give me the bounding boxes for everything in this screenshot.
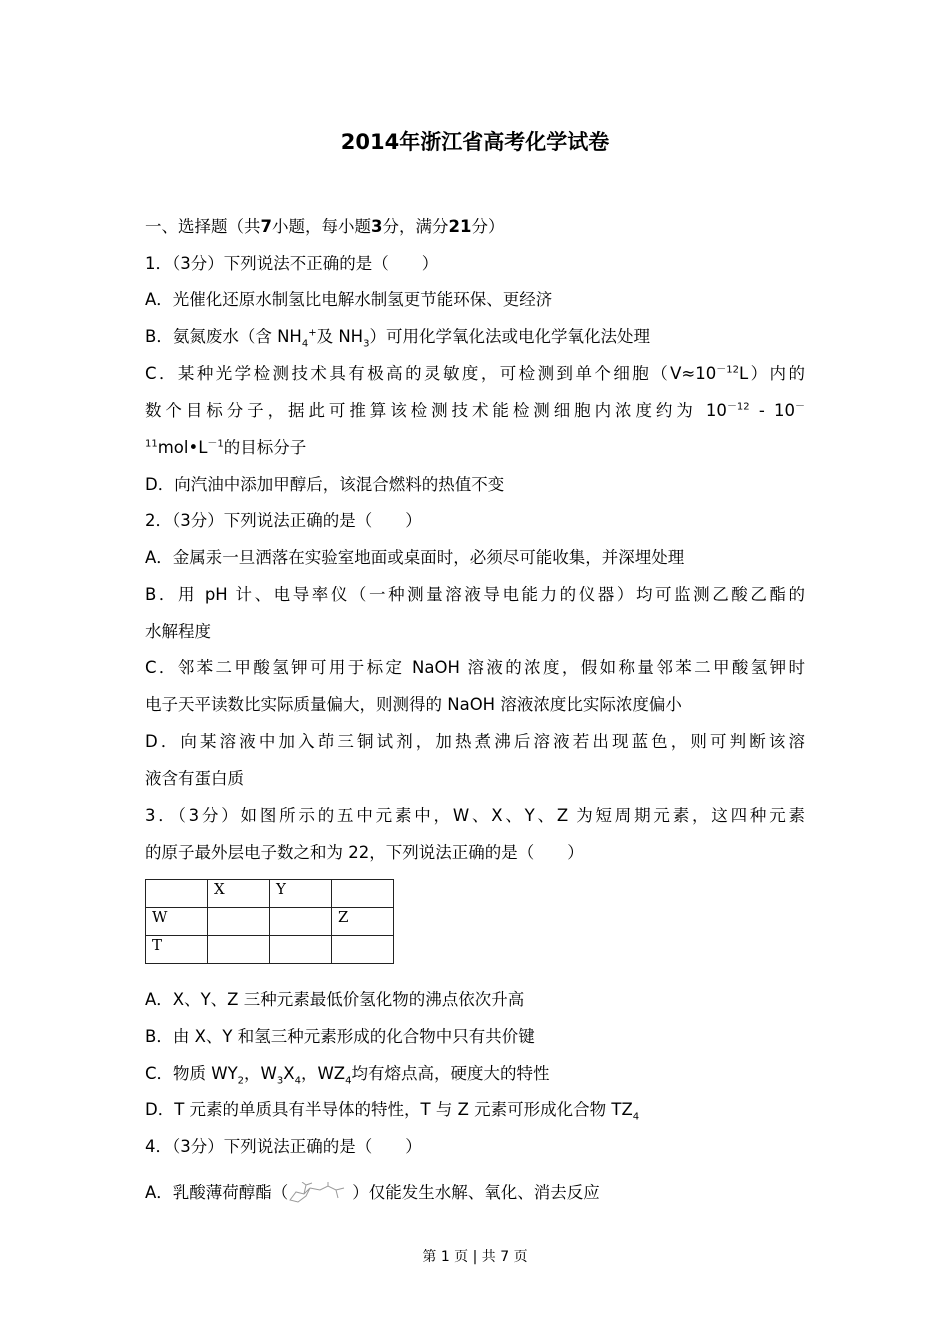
text-line [145,436,306,460]
text-segment: ）仅能发生水解、氧化、消去反应 [352,1183,600,1202]
text-segment: 2．（3分）下列说法正确的是（ ） [145,511,422,530]
text-line [145,656,805,680]
text-segment: C．物质 WY [145,1064,238,1083]
text-segment: B．氨氮废水（含 NH [145,327,302,346]
text-segment: ，WZ [300,1064,346,1083]
text-segment: 11 [145,438,158,450]
text-segment: mol•L [157,438,208,457]
text-segment: 水解程度 [145,622,211,641]
page-footer: 第 1 页 | 共 7 页 [422,1249,528,1265]
table-cell: Y [270,880,332,908]
text-line [145,804,805,828]
text-line [145,399,805,423]
text-segment: 7 [260,217,272,236]
text-segment: 2 [237,1075,245,1087]
table-row [146,908,394,936]
text-segment: D．T 元素的单质具有半导体的特性，T 与 Z 元素可形成化合物 TZ [145,1100,633,1119]
text-segment: 分，满分 [382,217,449,236]
text-segment: 4．（3分）下列说法正确的是（ ） [145,1137,422,1156]
text-line [145,546,684,570]
text-line [145,362,805,386]
text-segment: A．光催化还原水制氢比电解水制氢更节能环保、更经济 [145,290,553,309]
text-segment: ）可用化学氧化法或电化学氧化法处理 [369,327,650,346]
text-line [145,767,244,791]
text-segment: + [308,327,317,339]
text-segment: －12 [716,364,739,376]
text-segment: 3 [370,217,383,236]
text-segment: 数个目标分子，据此可推算该检测技术能检测细胞内浓度约为 10 [145,401,727,420]
table-cell: Z [332,908,394,936]
table-row [146,936,394,964]
table-cell [146,880,208,908]
text-line [145,288,552,312]
text-segment: D．向某溶液中加入茚三铜试剂，加热煮沸后溶液若出现蓝色，则可判断该溶 [145,732,805,751]
text-line [145,1135,422,1159]
table-cell: W [146,908,208,936]
text-line [145,693,682,717]
table-cell [208,908,270,936]
text-segment: 小题，每小题 [271,217,371,236]
text-line [145,215,504,239]
table-cell: T [146,936,208,964]
text-segment: A．乳酸薄荷醇酯（ [145,1183,289,1202]
table-cell [208,936,270,964]
text-segment: 4 [345,1075,352,1087]
menthyl-lactate-structure-image [288,1182,352,1206]
text-line [145,1181,600,1206]
text-segment: A．金属汞一旦洒落在实验室地面或桌面时，必须尽可能收集，并深埋处理 [145,548,685,567]
text-line [145,841,584,865]
text-segment: A．X、Y、Z 三种元素最低价氢化物的沸点依次升高 [145,990,525,1009]
text-line [145,730,805,754]
text-line [145,583,805,607]
text-segment: 4 [294,1075,301,1087]
text-line [145,509,422,533]
table-cell [332,936,394,964]
text-line [145,473,504,497]
text-segment: - 10 [749,401,795,420]
text-segment: 3 [276,1075,284,1087]
table-cell [332,880,394,908]
text-segment: 分） [471,217,505,236]
text-segment: B．用 pH 计、电导率仪（一种测量溶液导电能力的仪器）均可监测乙酸乙酯的 [145,585,805,604]
table-cell [270,936,332,964]
text-segment: B．由 X、Y 和氢三种元素形成的化合物中只有共价键 [145,1027,535,1046]
page-title: 2014年浙江省高考化学试卷 [340,130,610,154]
text-segment: 21 [448,217,472,236]
text-segment: D．向汽油中添加甲醇后，该混合燃料的热值不变 [145,475,505,494]
text-segment: C．邻苯二甲酸氢钾可用于标定 NaOH 溶液的浓度，假如称量邻苯二甲酸氢钾时 [145,658,805,677]
text-line [145,1062,549,1086]
text-line [145,1025,535,1049]
text-segment: 1．（3分）下列说法不正确的是（ ） [145,254,439,273]
text-segment: C．某种光学检测技术具有极高的灵敏度，可检测到单个细胞（V≈10 [145,364,717,383]
text-segment: X [283,1064,295,1083]
text-line [145,325,650,349]
text-segment: －1 [207,438,224,450]
table-cell [270,908,332,936]
text-segment: 液含有蛋白质 [145,769,244,788]
text-line [145,252,438,276]
text-line [145,620,211,644]
text-line [145,1098,639,1122]
text-line [145,988,524,1012]
table-row [146,880,394,908]
text-segment: 的目标分子 [223,438,307,457]
table-cell: X [208,880,270,908]
text-segment: －12 [726,401,750,413]
text-segment: ，W [244,1064,277,1083]
text-segment: 的原子最外层电子数之和为 22，下列说法正确的是（ ） [145,843,584,862]
text-segment: 均有熔点高，硬度大的特性 [351,1064,550,1083]
periodic-table-fragment [145,879,394,964]
text-segment: 一、选择题（共 [145,217,261,236]
text-segment: 3 [363,338,370,350]
text-segment: 及 NH [316,327,364,346]
text-segment: 电子天平读数比实际质量偏大，则测得的 NaOH 溶液浓度比实际浓度偏小 [145,695,682,714]
text-segment: 3．（3分）如图所示的五中元素中，W、X、Y、Z 为短周期元素，这四种元素 [145,806,805,825]
text-segment: － [794,401,805,413]
text-segment: 4 [632,1111,640,1123]
text-segment: 4 [301,338,309,350]
text-segment: L）内的 [739,364,805,383]
